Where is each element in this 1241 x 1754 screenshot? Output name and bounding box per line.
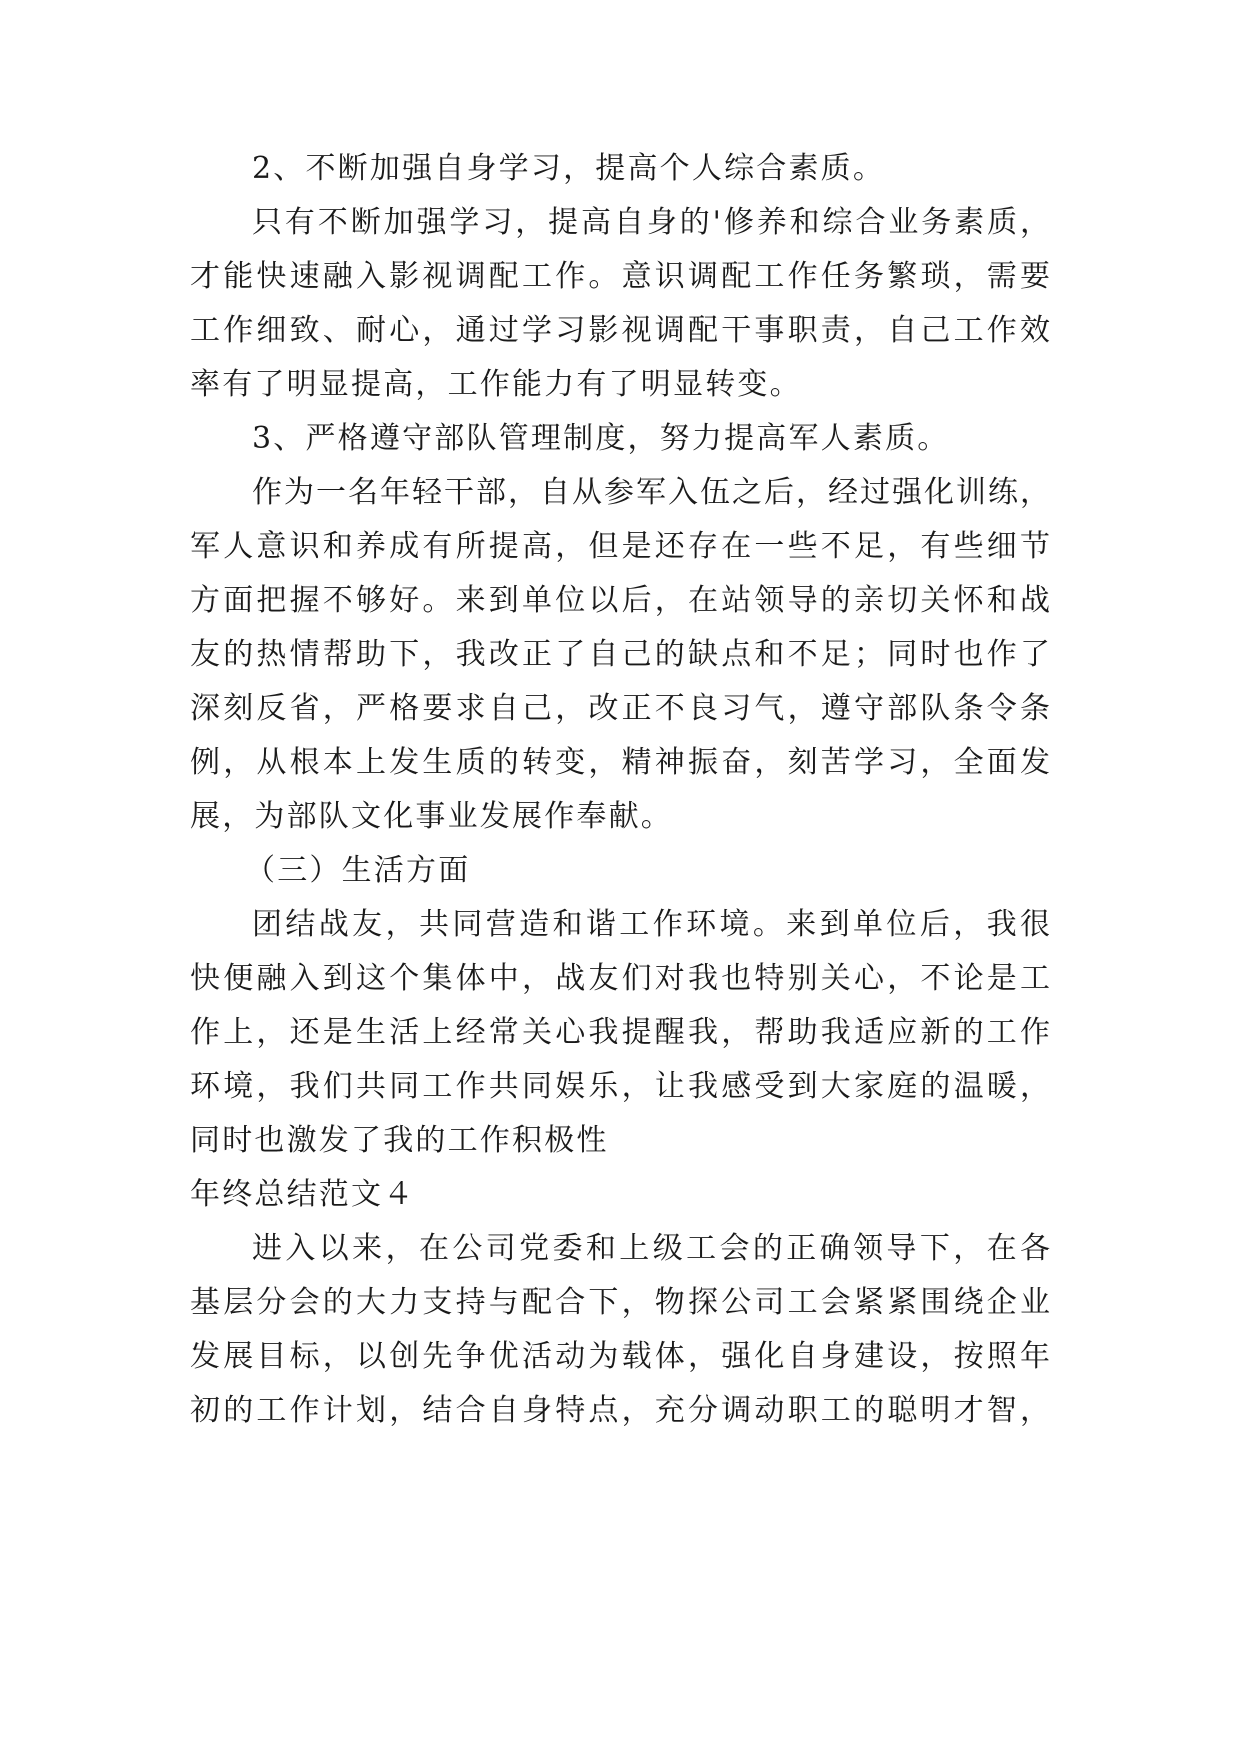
paragraph-line: 深刻反省，严格要求自己，改正不良习气，遵守部队条令条	[190, 691, 1050, 726]
paragraph-line: 作为一名年轻干部，自从参军入伍之后，经过强化训练，	[252, 475, 1050, 510]
paragraph-line: 初的工作计划，结合自身特点，充分调动职工的聪明才智，	[190, 1393, 1050, 1428]
paragraph-line: 快便融入到这个集体中，战友们对我也特别关心，不论是工	[190, 961, 1050, 996]
paragraph-line: 团结战友，共同营造和谐工作环境。来到单位后，我很	[252, 907, 1050, 942]
numbered-item-2: 2、不断加强自身学习，提高个人综合素质。	[252, 151, 886, 186]
paragraph-line: 作上，还是生活上经常关心我提醒我，帮助我适应新的工作	[190, 1015, 1050, 1050]
paragraph-line: 基层分会的大力支持与配合下，物探公司工会紧紧围绕企业	[190, 1285, 1050, 1320]
paragraph-line: 环境，我们共同工作共同娱乐，让我感受到大家庭的温暖，	[190, 1069, 1050, 1104]
numbered-item-3: 3、严格遵守部队管理制度，努力提高军人素质。	[252, 421, 950, 456]
paragraph-line: 才能快速融入影视调配工作。意识调配工作任务繁琐，需要	[190, 259, 1050, 294]
section-heading: （三）生活方面	[245, 853, 471, 888]
paragraph-line: 方面把握不够好。来到单位以后，在站领导的亲切关怀和战	[190, 583, 1050, 618]
paragraph-line: 同时也激发了我的工作积极性	[190, 1123, 609, 1158]
paragraph-line: 展，为部队文化事业发展作奉献。	[190, 799, 673, 834]
paragraph-line: 率有了明显提高，工作能力有了明显转变。	[190, 367, 802, 402]
paragraph-line: 例，从根本上发生质的转变，精神振奋，刻苦学习，全面发	[190, 745, 1050, 780]
paragraph-line: 发展目标，以创先争优活动为载体，强化自身建设，按照年	[190, 1339, 1050, 1374]
paragraph-line: 工作细致、耐心，通过学习影视调配干事职责，自己工作效	[190, 313, 1050, 348]
paragraph-line: 只有不断加强学习，提高自身的'修养和综合业务素质，	[252, 205, 1050, 240]
article-title: 年终总结范文４	[190, 1177, 416, 1212]
paragraph-line: 军人意识和养成有所提高，但是还存在一些不足，有些细节	[190, 529, 1050, 564]
paragraph-line: 友的热情帮助下，我改正了自己的缺点和不足；同时也作了	[190, 637, 1050, 672]
paragraph-line: 进入以来，在公司党委和上级工会的正确领导下，在各	[252, 1231, 1050, 1266]
